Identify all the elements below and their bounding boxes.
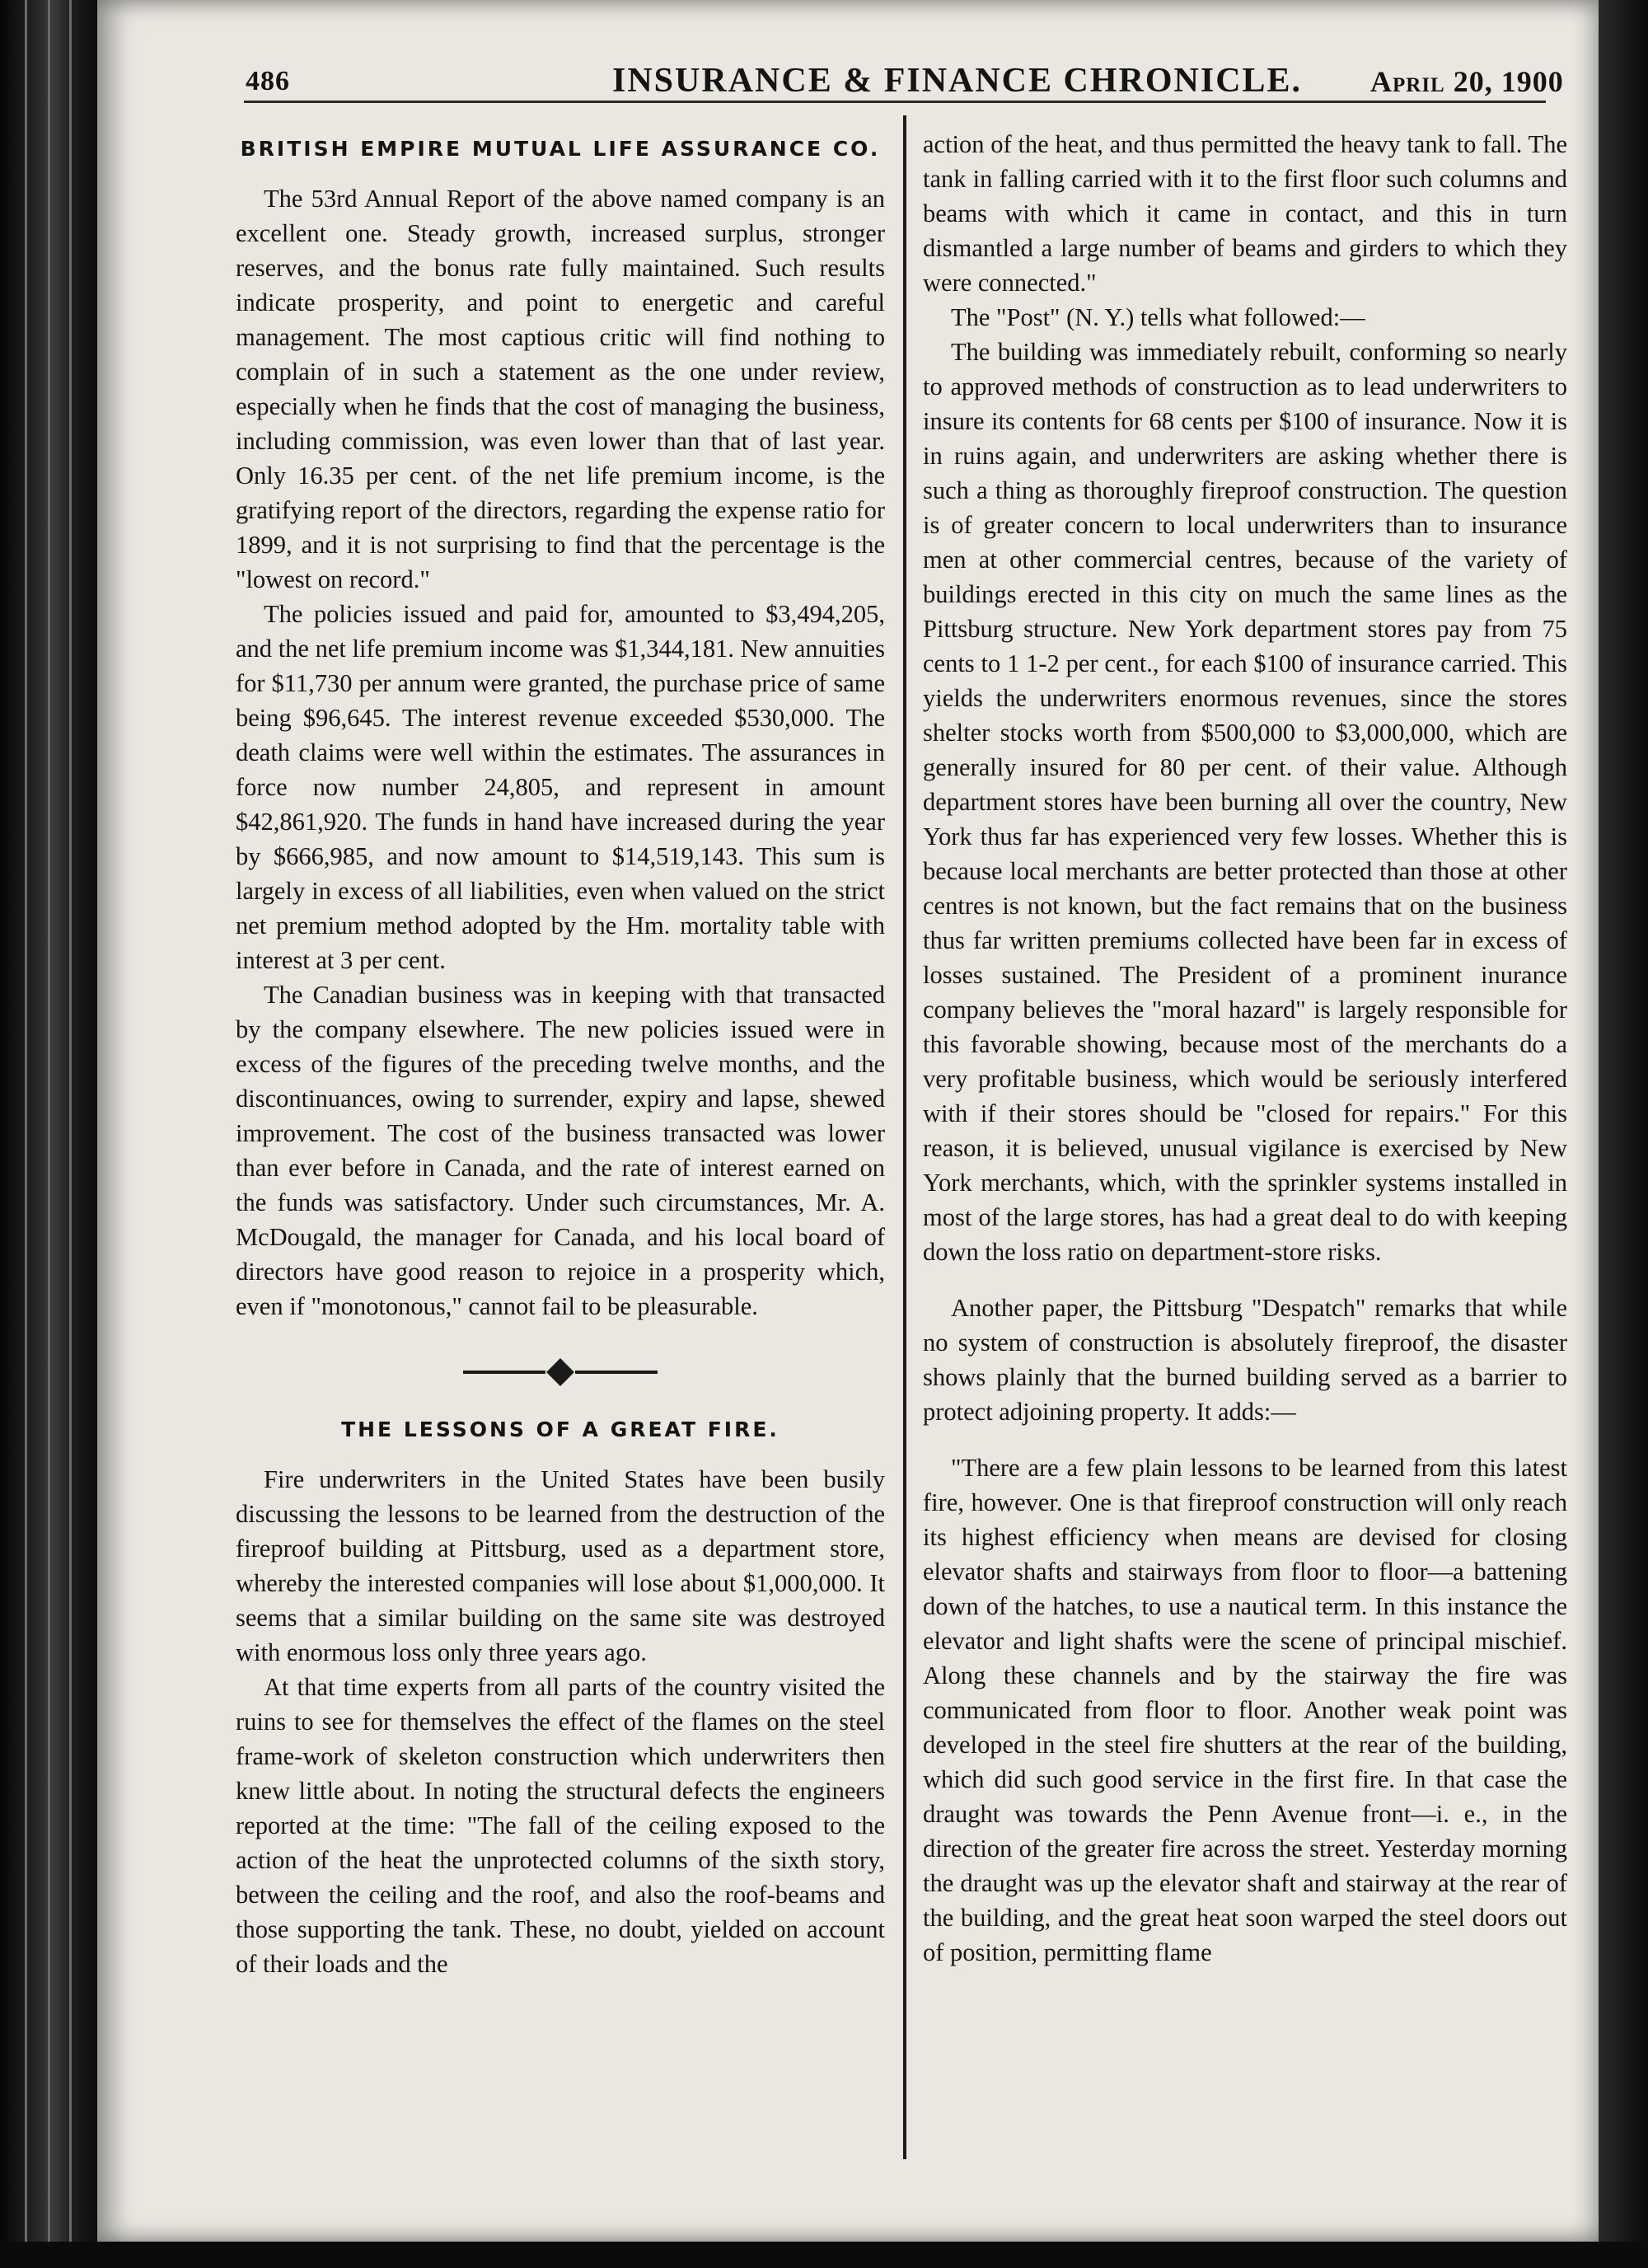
article-paragraph: "There are a few plain lessons to be learned from this latest fire, however. One is that fireproof construction will only reach its highest efficiency when means are devised for closing elevator shafts and stairways from floor to floor—a battening down of the hatches, to use a nautical term. In this instance the elevator and light shafts were the scene of principal mischief. Along these channels and by the stairway the fire was communicated from floor to floor. Another weak point was developed in the steel fire shutters at the rear of the building, which did such good service in the first fire. In that case the draught was towards the Penn Avenue front—i. e., in the direction of the greater fire across the street. Yesterday morning the draught was up the elevator shaft and stairway at the rear of the building, and the great heat soon warped the steel doors out of position, permitting flame	[923, 1454, 1567, 1966]
article-paragraph: The 53rd Annual Report of the above named company is an excellent one. Steady growth, increased surplus, stronger reserves, and the bonus rate fully maintained. Such results indicate prosperity, and point to energetic and careful management. The most captious critic will find nothing to complain of in such a statement as the one under review, especially when he finds that the cost of managing the business, including commission, was even lower than that of last year. Only 16.35 per cent. of the net life premium income, is the gratifying report of the directors, regarding the expense ratio for 1899, and it is not surprising to find that the percentage is the "lowest on record."	[236, 185, 885, 593]
article-paragraph-continued: action of the heat, and thus permitted the heavy tank to fall. The tank in falling carried with it to the first floor such columns and beams with which it came in contact, and this in turn dismantled a large number of beams and girders to which they were connected."	[923, 130, 1567, 297]
article-paragraph: The Canadian business was in keeping with that transacted by the company elsewhere. The new policies issued were in excess of the figures of the preceding twelve months, and the discontinuances, owing to surrender, expiry and lapse, shewed improvement. The cost of the business transacted was lower than ever before in Canada, and the rate of interest earned on the funds was satisfactory. Under such circumstances, Mr. A. McDougald, the manager for Canada, and his local board of directors have good reason to rejoice in a prosperity which, even if "monotonous," cannot fail to be pleasurable.	[236, 981, 885, 1320]
running-header	[97, 58, 1599, 107]
right-column	[923, 127, 1567, 1970]
book-binding-left	[0, 0, 97, 2268]
article-paragraph: Another paper, the Pittsburg "Despatch" remarks that while no system of construction is absolutely fireproof, the disaster shows plainly that the burned building served as a barrier to protect adjoining property. It adds:—	[923, 1294, 1567, 1426]
article-paragraph: The "Post" (N. Y.) tells what followed:—	[951, 303, 1365, 331]
article-title-great-fire: THE LESSONS OF A GREAT FIRE.	[341, 1418, 780, 1441]
issue-date: April 20, 1900	[1370, 65, 1564, 98]
left-column	[236, 127, 885, 1981]
section-divider-ornament	[236, 1353, 885, 1391]
journal-title: INSURANCE & FINANCE CHRONICLE.	[612, 62, 1303, 100]
article-paragraph: Fire underwriters in the United States have been busily discussing the lessons to be learned from the destruction of the fireproof building at Pittsburg, used as a department store, whereby the interested companies will lose about $1,000,000. It seems that a similar building on the same site was destroyed with enormous loss only three years ago.	[236, 1465, 885, 1666]
header-rule	[244, 101, 1546, 103]
book-edge-bottom	[0, 2242, 1648, 2268]
book-edge-right	[1599, 0, 1648, 2268]
article-paragraph: The policies issued and paid for, amounted to $3,494,205, and the net life premium income was $1,344,181. New annuities for $11,730 per annum were granted, the purchase price of same being $96,645. The interest revenue exceeded $530,000. The death claims were well within the estimates. The assurances in force now number 24,805, and represent in amount $42,861,920. The funds in hand have increased during the year by $666,985, and now amount to $14,519,143. This sum is largely in excess of all liabilities, even when valued on the strict net premium method adopted by the Hm. mortality table with interest at 3 per cent.	[236, 600, 885, 974]
column-rule	[903, 115, 906, 2159]
article-paragraph: The building was immediately rebuilt, conforming so nearly to approved methods of construction as to lead underwriters to insure its contents for 68 cents per $100 of insurance. Now it is in ruins again, and underwriters are asking whether there is such a thing as thoroughly fireproof construction. The question is of greater concern to local underwriters than to insurance men at other commercial centres, because of the variety of buildings erected in this city on much the same lines as the Pittsburg structure. New York department stores pay from 75 cents to 1 1-2 per cent., for each $100 of insurance carried. This yields the underwriters enormous revenues, since the stores shelter stocks worth from $500,000 to $3,000,000, which are generally insured for 80 per cent. of their value. Although department stores have been burning all over the country, New York thus far has experienced very few losses. Whether this is because local merchants are better protected than those at other centres is not known, but the fact remains that on the business thus far written premiums collected have been far in excess of losses sustained. The President of a prominent inurance company believes the "moral hazard" is largely responsible for this favorable showing, because most of the merchants do a very profitable business, which would be seriously interfered with if their stores should be "closed for repairs." For this reason, it is believed, unusual vigilance is exercised by New York merchants, which, with the sprinkler systems installed in most of the large stores, has had a great deal to do with keeping down the loss ratio on department-store risks.	[923, 338, 1567, 1266]
page-sheet	[97, 0, 1599, 2242]
article-title-british-empire: BRITISH EMPIRE MUTUAL LIFE ASSURANCE CO.	[240, 137, 881, 161]
page-number: 486	[246, 66, 290, 96]
article-paragraph: At that time experts from all parts of the country visited the ruins to see for themselves the effect of the flames on the steel frame-work of skeleton construction which underwriters then knew little about. In noting the structural defects the engineers reported at the time: "The fall of the ceiling exposed to the action of the heat the unprotected columns of the sixth story, between the ceiling and the roof, and also the roof-beams and those supporting the tank. These, no doubt, yielded on account of their loads and the	[236, 1673, 885, 1978]
